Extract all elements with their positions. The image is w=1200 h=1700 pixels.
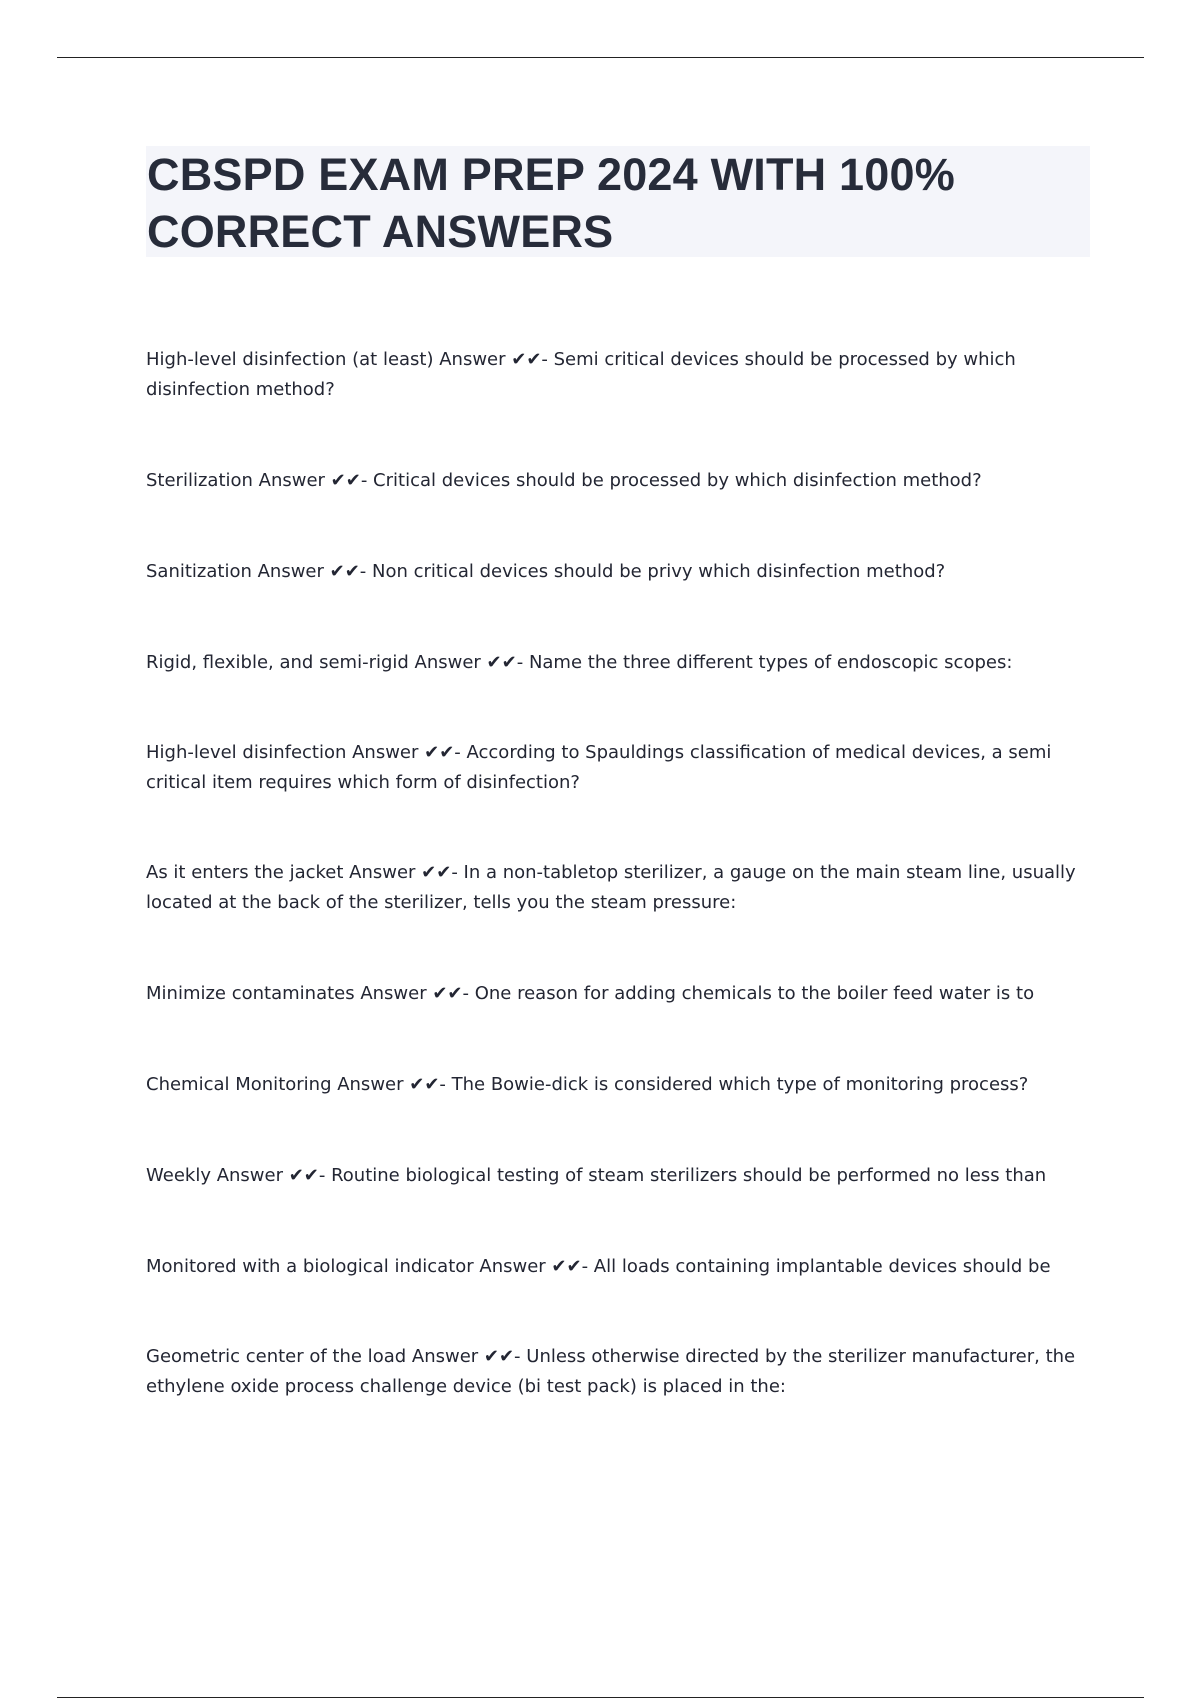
qa-item: High-level disinfection (at least) Answer ✔✔- Semi critical devices should be processed by which disinfection method? [146,349,1016,400]
qa-list [146,345,1090,1402]
document-title: CBSPD EXAM PREP 2024 WITH 100% CORRECT ANSWERS [147,149,955,257]
qa-item: Geometric center of the load Answer ✔✔- Unless otherwise directed by the sterilizer manufacturer, the ethylene oxide process challenge device (bi test pack) is placed in the: [146,1346,1076,1397]
qa-item: Rigid, flexible, and semi-rigid Answer ✔✔- Name the three different types of endoscopic scopes: [146,652,1013,673]
bottom-rule [57,1697,1144,1698]
qa-item: High-level disinfection Answer ✔✔- According to Spauldings classification of medical devices, a semi critical item requires which form of disinfection? [146,742,1052,793]
qa-item: Sterilization Answer ✔✔- Critical devices should be processed by which disinfection method? [146,470,982,491]
qa-item: Minimize contaminates Answer ✔✔- One reason for adding chemicals to the boiler feed water is to [146,983,1035,1004]
title-banner [146,146,1090,257]
qa-item: Sanitization Answer ✔✔- Non critical devices should be privy which disinfection method? [146,561,946,582]
qa-item: Monitored with a biological indicator Answer ✔✔- All loads containing implantable devices should be [146,1256,1051,1277]
qa-item: Weekly Answer ✔✔- Routine biological testing of steam sterilizers should be performed no less than [146,1165,1047,1186]
top-rule [57,57,1144,58]
qa-item: Chemical Monitoring Answer ✔✔- The Bowie-dick is considered which type of monitoring process? [146,1074,1029,1095]
qa-item: As it enters the jacket Answer ✔✔- In a non-tabletop sterilizer, a gauge on the main steam line, usually located at the back of the sterilizer, tells you the steam pressure: [146,862,1076,913]
